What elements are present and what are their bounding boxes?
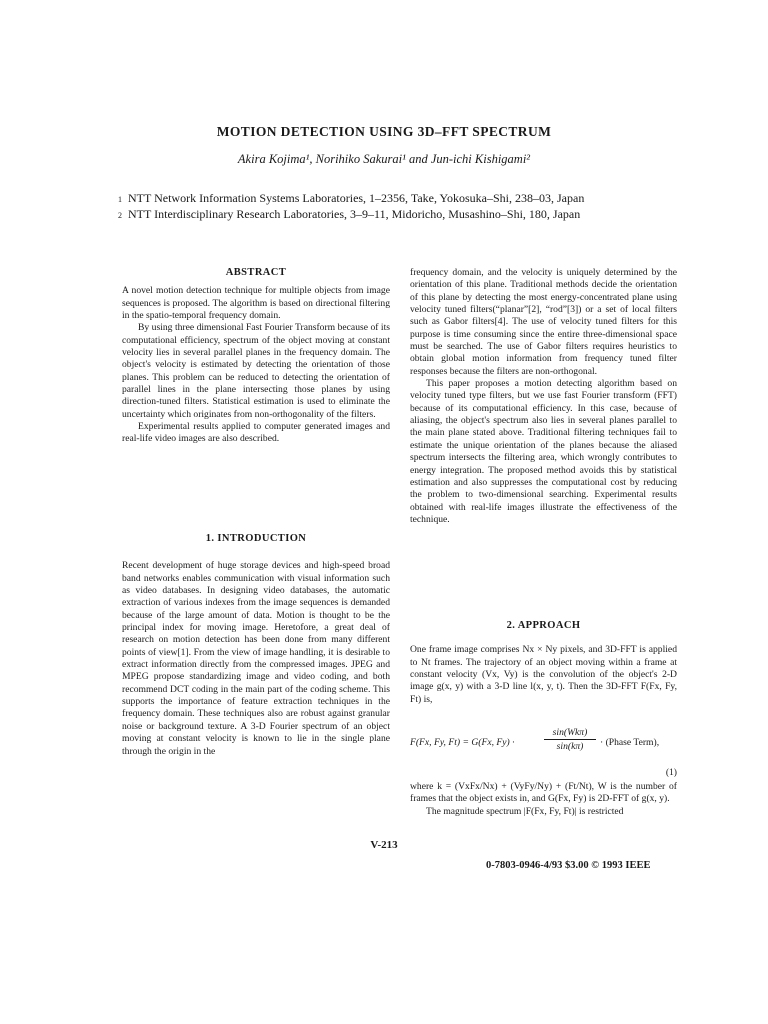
affiliation-1 bbox=[118, 191, 678, 206]
equation-fraction bbox=[544, 727, 596, 752]
paper-authors: Akira Kojima¹, Norihiko Sakurai¹ and Jun-ichi Kishigami² bbox=[237, 152, 531, 166]
equation-number: (1) bbox=[665, 767, 677, 778]
approach-section bbox=[410, 620, 677, 706]
where-paragraph: where k = (VxFx/Nx) + (VyFy/Ny) + (Ft/Nt), W is the number of frames that the object exists in, and G(Fx, Fy) is 2D-FFT of g(x, y). bbox=[410, 781, 677, 805]
introduction-heading: 1. INTRODUCTION bbox=[205, 533, 307, 544]
abstract-paragraph: By using three dimensional Fast Fourier Transform because of its computational efficiency, spectrum of the object moving at constant velocity lies in several parallel planes in the frequency domain. The object's velocity is estimated by detecting the orientation of those planes. This problem can be reduced to detecting the orientation of parallel lines in the plane intersecting those planes by using direction-tuned filters. Statistical estimation is used to eliminate the uncertainty which originates from non-orthogonality of the filters. bbox=[122, 322, 390, 420]
equation-denominator: sin(kπ) bbox=[556, 741, 584, 752]
last-line: The magnitude spectrum |F(Fx, Fy, Ft)| is restricted bbox=[426, 805, 624, 817]
continuation-paragraph: frequency domain, and the velocity is uniquely determined by the orientation of this plane. Traditional methods decide the orientation of this plane by detecting the most energy-concentrated plane using velocity tuned filters(“planar”[2], “rod”[3]) or a set of local filters such as Gabor filters[4]. The use of velocity tuned filters for this purpose is time consuming since the entire three-dimensional space must be searched. The use of Gabor filters requires heuristics to obtain global motion information from frequency tuned filter responses because the filters are non-orthogonal. bbox=[410, 267, 677, 377]
approach-continuation bbox=[410, 781, 677, 818]
abstract-paragraph: Experimental results applied to computer generated images and real-life video images are also described. bbox=[122, 421, 390, 445]
right-column-text bbox=[410, 267, 677, 526]
approach-paragraph: One frame image comprises Nx × Ny pixels, and 3D-FFT is applied to Nt frames. The trajectory of an object moving within a frame at constant velocity (Vx, Vy) is the convolution of the object's 2-D image g(x, y) with a 3-D line l(x, y, t). Then the 3D-FFT F(Fx, Fy, Ft) is, bbox=[410, 644, 677, 705]
proposal-paragraph: This paper proposes a motion detecting algorithm based on velocity tuned type filters, but we use fast Fourier transform (FFT) because of its computational efficiency. In this case, because of aliasing, the object's spectrum also lies in several planes parallel to the main plane stated above. Traditional filtering techniques fail to estimate the unique orientation of the planes because the aliased spectrum intersects the filtering area, which wrongly contributes to energy integration. The proposed method avoids this by statistical estimation and also suppresses the computational cost by reducing the problem to two-dimensional searching. Experimental results obtained with real-life images illustrate the effectiveness of the technique. bbox=[410, 378, 677, 525]
equation-tail: · (Phase Term), bbox=[600, 737, 660, 748]
affiliation-marker: 2 bbox=[118, 211, 122, 220]
abstract-section bbox=[122, 267, 390, 446]
affiliation-text: NTT Network Information Systems Laboratories, 1–2356, Take, Yokosuka–Shi, 238–03, Japan bbox=[128, 191, 585, 205]
introduction-section bbox=[122, 533, 390, 758]
approach-heading: 2. APPROACH bbox=[506, 620, 581, 631]
equation-numerator: sin(Wkπ) bbox=[544, 727, 596, 740]
copyright-line: 0-7803-0946-4/93 $3.00 © 1993 IEEE bbox=[486, 860, 651, 871]
affiliation-2 bbox=[118, 207, 678, 222]
page-number: V-213 bbox=[370, 839, 398, 851]
abstract-heading: ABSTRACT bbox=[225, 267, 287, 278]
introduction-paragraph: Recent development of huge storage devices and high-speed broad band networks enables communication with visual information such as video databases. In designing video databases, the automatic extraction of various indexes from the image sequences is demanded because of the large amount of data. Motion is thought to be the principal index for moving image. Heretofore, a great deal of research on motion detection has been done from many different points of view[1]. From the view of image handling, it is desirable to extract information directly from the compressed images. JPEG and MPEG propose standardizing image and video coding, and both recommend DCT coding in the main part of the coding scheme. This supports the importance of feature extraction techniques in the frequency domain. These techniques also are robust against granular noise or background texture. A 3-D Fourier spectrum of an object moving at constant velocity is known to lie in the single plane through the origin in the bbox=[122, 560, 390, 757]
equation-lhs: F(Fx, Fy, Ft) = G(Fx, Fy) · bbox=[410, 737, 515, 748]
abstract-paragraph: A novel motion detection technique for multiple objects from image sequences is proposed. The algorithm is based on directional filtering in the spatio-temporal frequency domain. bbox=[122, 285, 390, 322]
equation-1 bbox=[410, 727, 677, 779]
affiliation-text: NTT Interdisciplinary Research Laboratories, 3–9–11, Midoricho, Musashino–Shi, 180, Japan bbox=[128, 207, 581, 221]
paper-title: MOTION DETECTION USING 3D–FFT SPECTRUM bbox=[216, 124, 552, 139]
affiliation-marker: 1 bbox=[118, 195, 122, 204]
